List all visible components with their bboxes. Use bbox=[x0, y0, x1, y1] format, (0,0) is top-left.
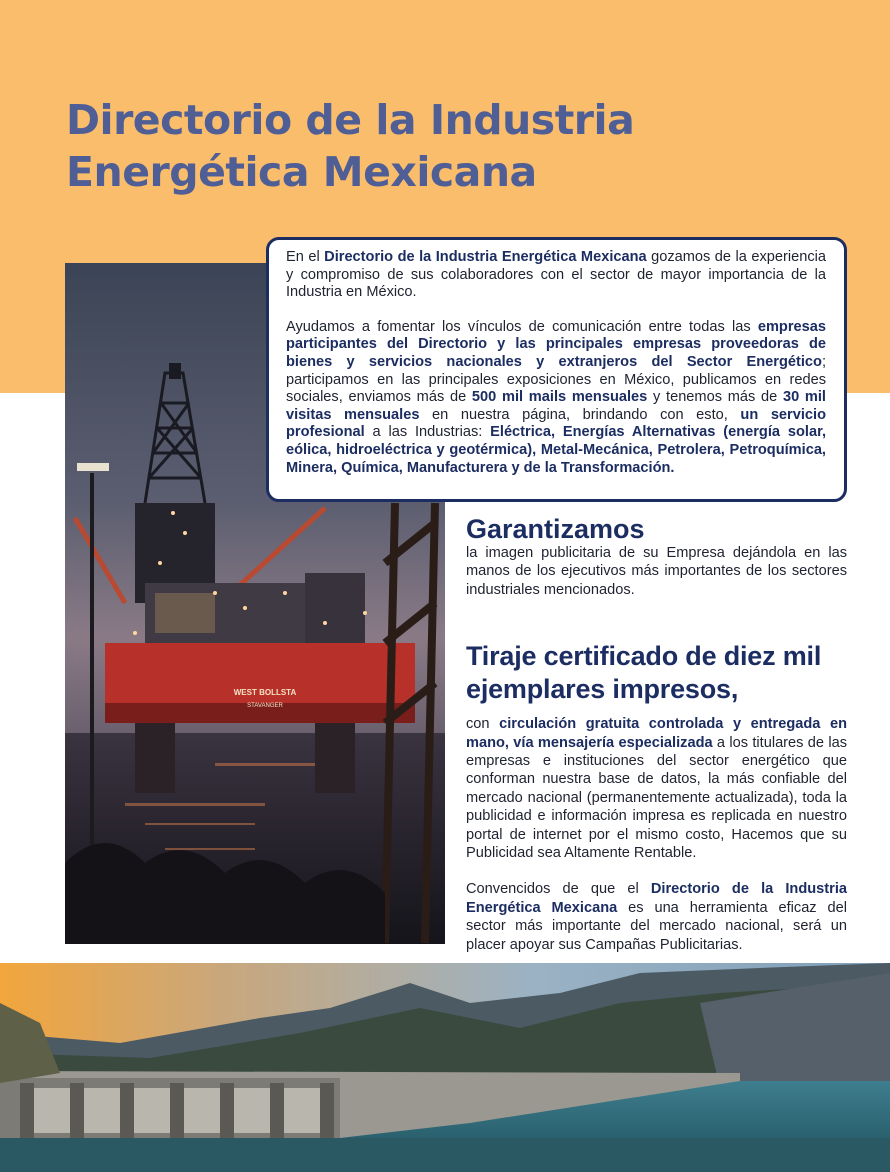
tiraje-heading: Tiraje certificado de diez mil ejemplares impresos, bbox=[466, 641, 822, 705]
page-title-line-2: Energética Mexicana bbox=[66, 148, 537, 196]
right-column bbox=[466, 514, 847, 954]
directory-name-emphasis: Directorio de la Industria Energética Mexicana bbox=[324, 249, 647, 265]
service-emphasis: un servicio profesional bbox=[286, 406, 826, 441]
intro-text: En el bbox=[286, 249, 325, 265]
page-title-line-1: Directorio de la Industria bbox=[66, 96, 635, 144]
rig-port-plate: STAVANGER bbox=[247, 703, 283, 709]
industries-emphasis: Eléctrica, Energías Alternativas (energía solar, eólica, hidroeléctrica y geotérmica), Metal-Mecánica, Petrolera, Petroquímica, Minera, Química, Manufacturera y de la Transformación. bbox=[286, 424, 826, 476]
intro-text: y tenemos más de bbox=[647, 389, 783, 406]
companies-emphasis: empresas participantes del Directorio y las principales empresas proveedoras de bienes y servicios nacionales y extranjeros del Sector Energético bbox=[286, 318, 826, 370]
tiraje-text-part: con bbox=[466, 716, 500, 733]
directory-name-emphasis: Directorio de la Industria Energética Mexicana bbox=[466, 881, 847, 916]
tiraje-text bbox=[466, 715, 847, 862]
convencidos-text-part: es una herramienta eficaz del sector más importante del mercado nacional, será un placer apoyar sus Campañas Publicitarias. bbox=[466, 899, 847, 953]
rig-name-plate: WEST BOLLSTA bbox=[233, 688, 297, 697]
intro-text: ; participamos en las principales exposiciones en México, publicamos en redes sociales, enviamos más de bbox=[286, 353, 826, 406]
intro-text: a las Industrias: bbox=[364, 424, 491, 441]
intro-box bbox=[266, 237, 847, 502]
intro-text: en nuestra página, brindando con esto, bbox=[419, 406, 741, 423]
dam-photo bbox=[0, 963, 890, 1172]
intro-text: gozamos de la experiencia y compromiso de sus colaboradores con el sector de mayor importancia de la Industria en México. bbox=[286, 249, 826, 301]
garantizamos-text: la imagen publicitaria de su Empresa dejándola en las manos de los ejecutivos más importantes de los sectores industriales mencionados. bbox=[466, 545, 847, 598]
visits-emphasis: 30 mil visitas mensuales bbox=[286, 389, 826, 423]
convencidos-text bbox=[466, 880, 847, 954]
convencidos-text-part: Convencidos de que el bbox=[466, 881, 651, 898]
intro-text: Ayudamos a fomentar los vínculos de comunicación entre todas las bbox=[286, 318, 758, 335]
intro-paragraph-2 bbox=[286, 319, 826, 477]
tiraje-text-part: a los titulares de las empresas e instituciones del sector energético que conforman nuestra base de datos, la más confiable del mercado nacional (permanentemente actualizada), toda la publicidad e información impresa es replicada en nuestro portal de internet por el mismo costo, Hacemos que su Publicidad sea Altamente Rentable. bbox=[466, 734, 847, 862]
mails-emphasis: 500 mil mails mensuales bbox=[471, 389, 648, 406]
intro-paragraph-1 bbox=[286, 249, 826, 302]
garantizamos-heading: Garantizamos bbox=[466, 514, 645, 544]
circulation-emphasis: circulación gratuita controlada y entregada en mano, vía mensajería especializada bbox=[466, 716, 847, 751]
page-title bbox=[66, 94, 766, 198]
